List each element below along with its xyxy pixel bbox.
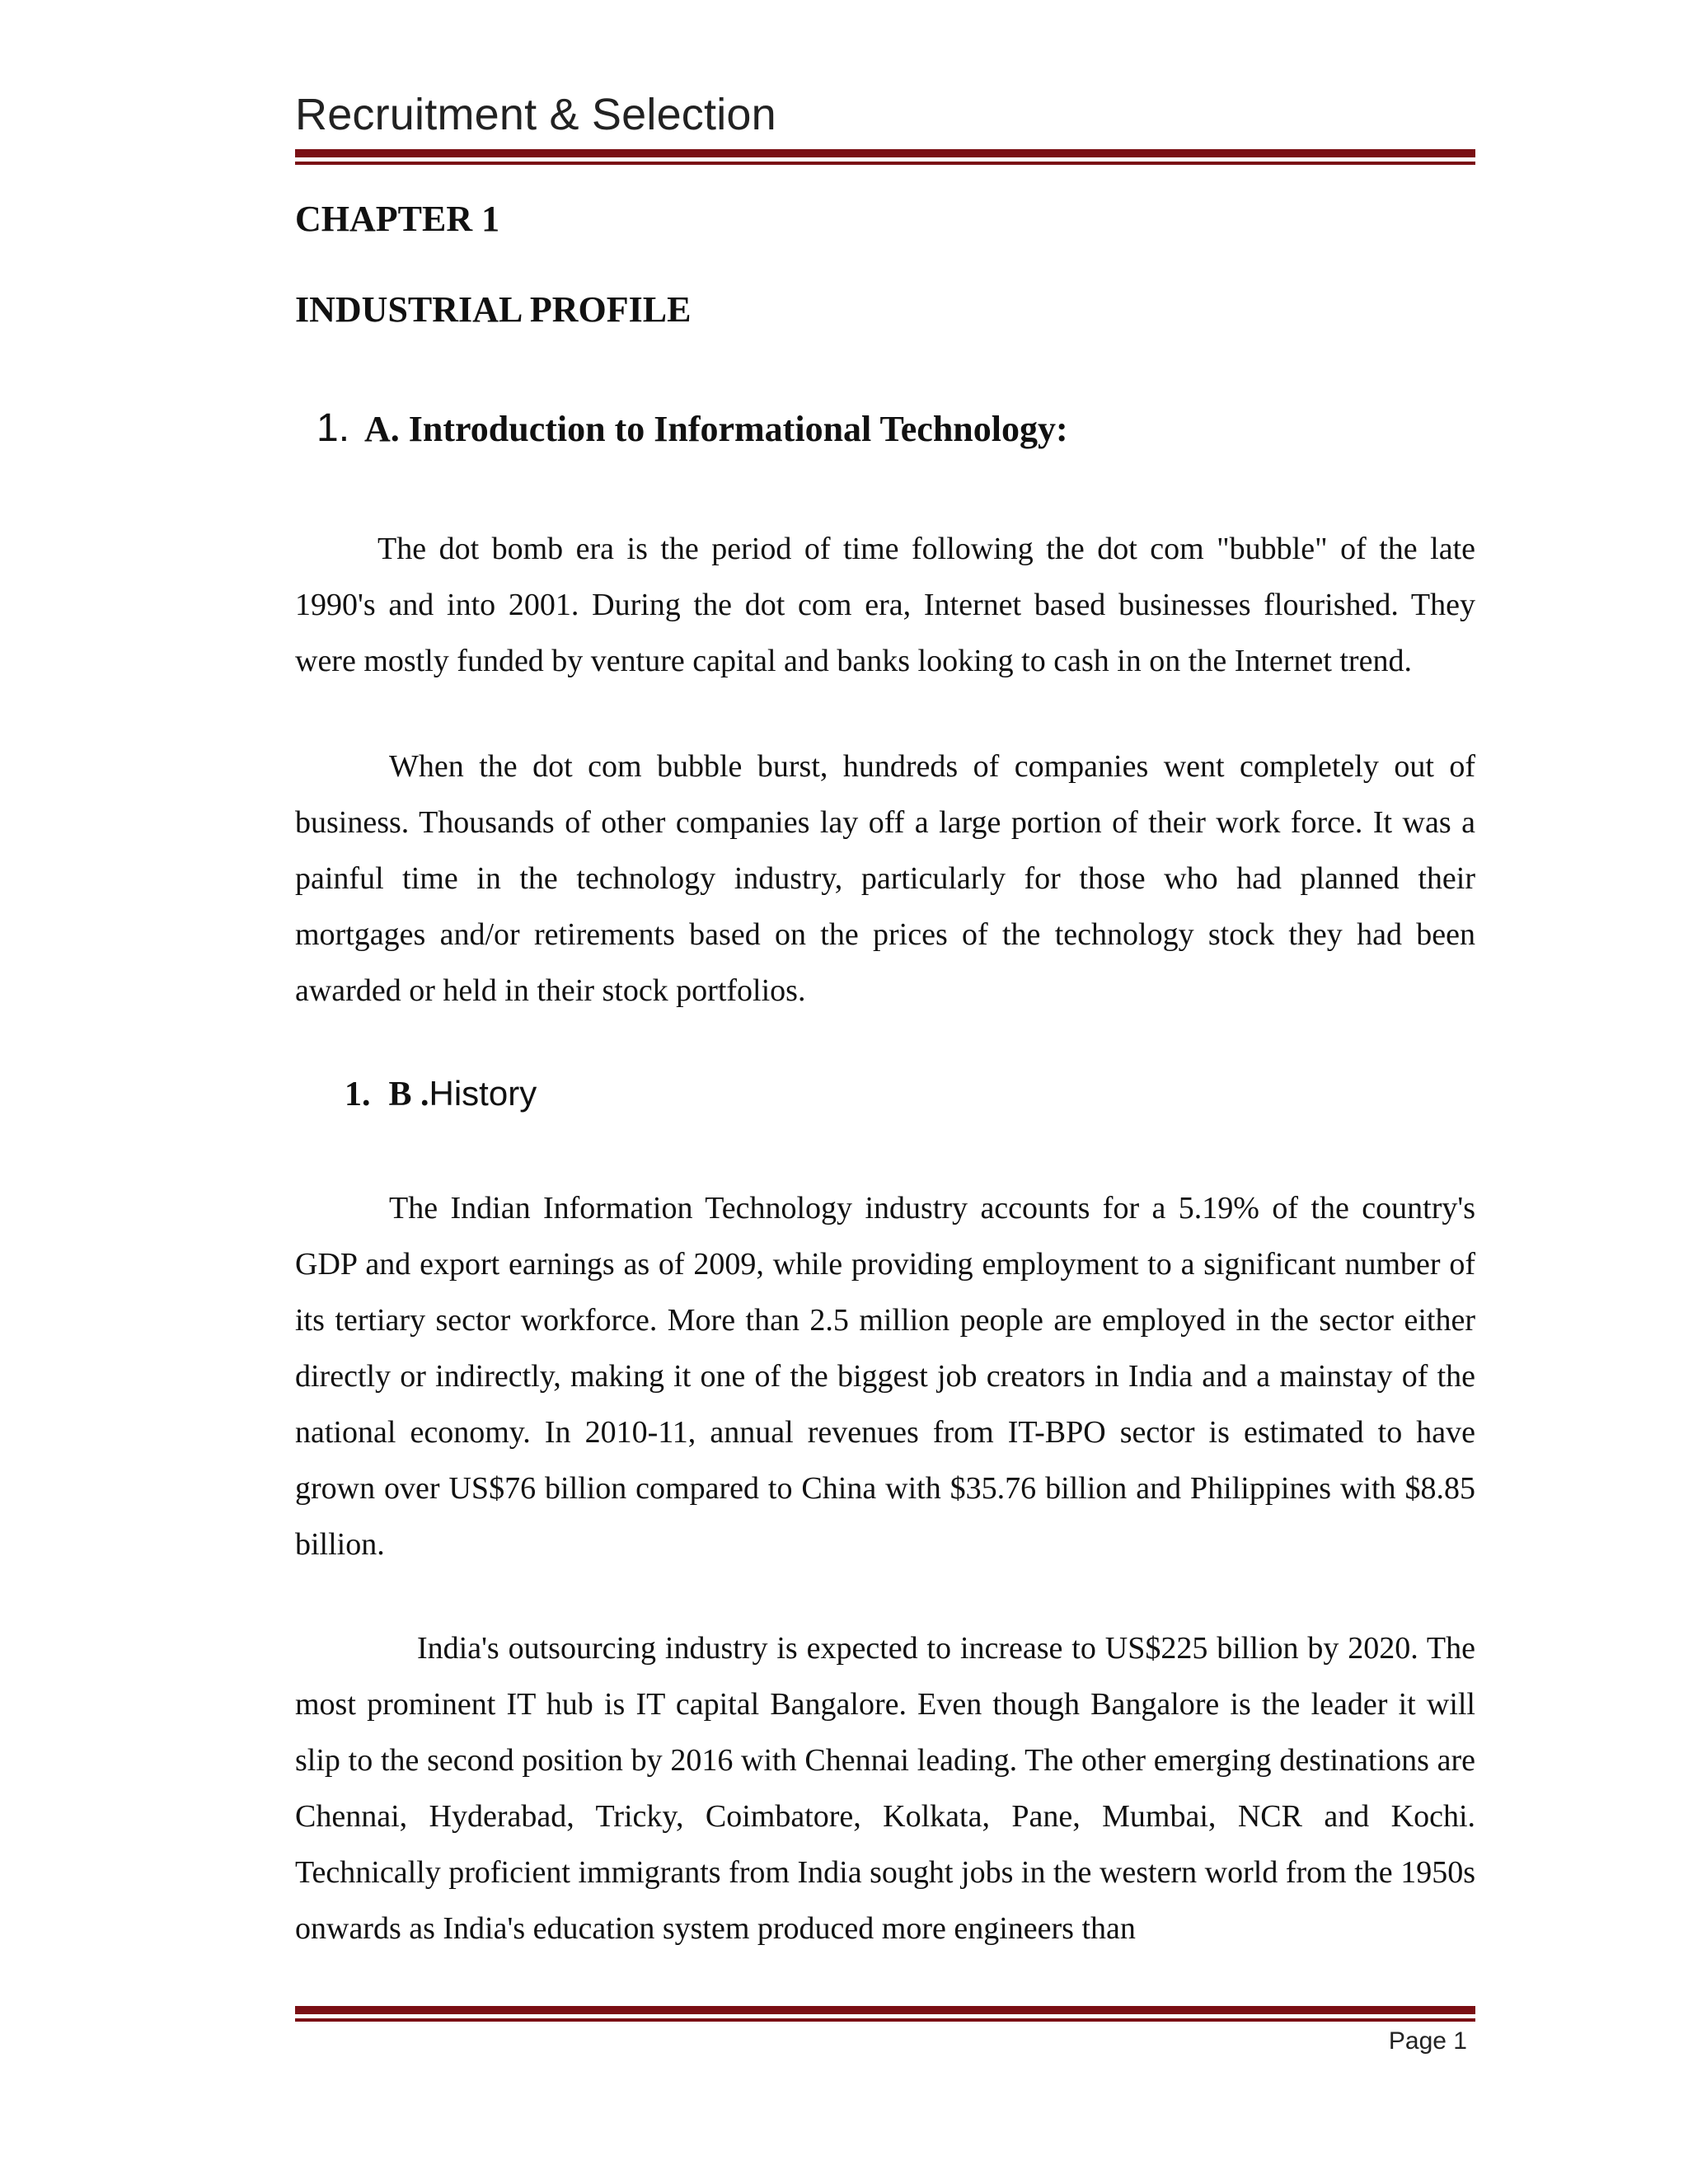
footer-rule <box>295 2006 1475 2022</box>
paragraph-dot-bomb-era: The dot bomb era is the period of time following the dot com "bubble" of the late 1990's and into 2001. During the dot com era, Internet based businesses flourished. They were mostly funded by venture capital and banks looking to cash in on the Internet trend. <box>295 532 1475 678</box>
footer-rule-thin <box>295 2018 1475 2022</box>
section-a-title: A. Introduction to Informational Technology: <box>364 409 1068 449</box>
section-b-title: History <box>429 1074 537 1113</box>
page-number: Page 1 <box>1388 2027 1467 2055</box>
chapter-number-heading: CHAPTER 1 <box>295 199 500 239</box>
header-rule-thick <box>295 149 1475 157</box>
running-header-title: Recruitment & Selection <box>295 90 776 139</box>
paragraph-outsourcing-industry: India's outsourcing industry is expected to increase to US$225 billion by 2020. The most prominent IT hub is IT capital Bangalore. Even though Bangalore is the leader it will slip to the second position by 2016 with Chennai leading. The other emerging destinations are Chennai, Hyderabad, Tricky, Coimbatore, Kolkata, Pane, Mumbai, NCR and Kochi. Technically proficient immigrants from India sought jobs in the western world from the 1950s onwards as India's education system produced more engineers than <box>295 1631 1475 1946</box>
chapter-title-heading: INDUSTRIAL PROFILE <box>295 289 692 330</box>
paragraph-bubble-burst: When the dot com bubble burst, hundreds of companies went completely out of business. Thousands of other companies lay off a large portion of their work force. It was a painful time in the technology industry, particularly for those who had planned their mortgages and/or retirements based on the prices of the technology stock they had been awarded or held in their stock portfolios. <box>295 749 1475 1008</box>
section-b-mark: B . <box>388 1076 429 1113</box>
section-b-heading <box>345 1076 537 1112</box>
header-rule-thin <box>295 162 1475 165</box>
section-b-number: 1. <box>345 1076 371 1113</box>
section-a-heading <box>316 406 1068 450</box>
footer-rule-thick <box>295 2006 1475 2014</box>
section-a-number: 1. <box>316 406 350 450</box>
header-rule <box>295 149 1475 165</box>
paragraph-indian-it-industry: The Indian Information Technology industry accounts for a 5.19% of the country's GDP and export earnings as of 2009, while providing employment to a significant number of its tertiary sector workforce. More than 2.5 million people are employed in the sector either directly or indirectly, making it one of the biggest job creators in India and a mainstay of the national economy. In 2010-11, annual revenues from IT-BPO sector is estimated to have grown over US$76 billion compared to China with $35.76 billion and Philippines with $8.85 billion. <box>295 1191 1475 1562</box>
